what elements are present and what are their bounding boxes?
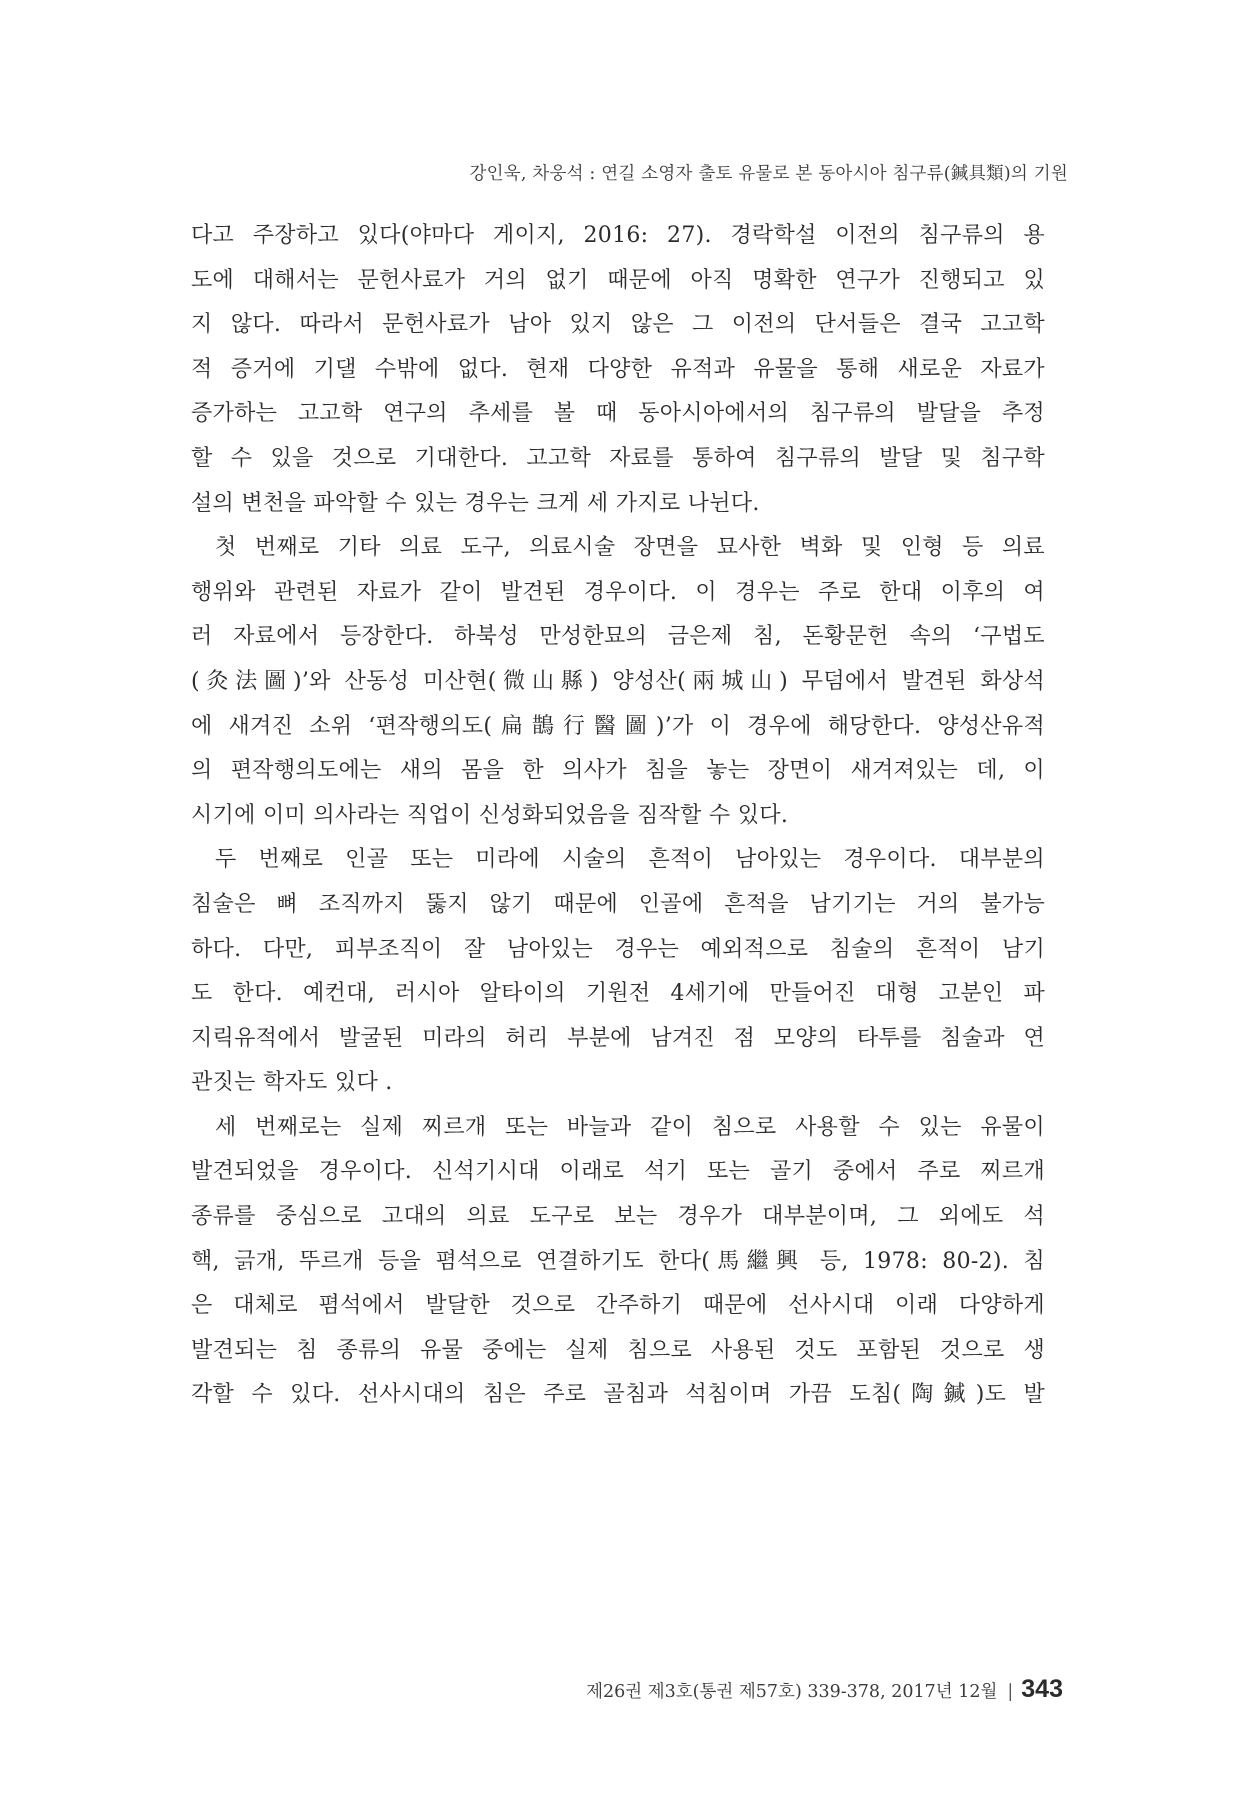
text-line: 의 편작행의도에는 새의 몸을 한 의사가 침을 놓는 장면이 새겨져있는 데, 이: [191, 758, 1045, 784]
text-line: 세 번째로는 실제 찌르개 또는 바늘과 같이 침으로 사용할 수 있는 유물이: [215, 1114, 1045, 1140]
text-line: 은 대체로 폄석에서 발달한 것으로 간주하기 때문에 선사시대 이래 다양하게: [191, 1293, 1045, 1319]
running-header: 강인욱, 차웅석 : 연길 소영자 출토 유물로 본 동아시아 침구류(鍼具類)의 기원: [469, 164, 1068, 184]
text-line: 지릭유적에서 발굴된 미라의 허리 부분에 남겨진 점 모양의 타투를 침술과 연: [191, 1025, 1045, 1051]
text-line: 발견되었을 경우이다. 신석기시대 이래로 석기 또는 골기 중에서 주로 찌르개: [191, 1159, 1045, 1185]
paragraph-1: [191, 214, 1045, 526]
text-line: 침술은 뼈 조직까지 뚫지 않기 때문에 인골에 흔적을 남기기는 거의 불가능: [191, 891, 1045, 917]
text-line: 적 증거에 기댈 수밖에 없다. 현재 다양한 유적과 유물을 통해 새로운 자료가: [191, 356, 1045, 382]
text-line: 하다. 다만, 피부조직이 잘 남아있는 경우는 예외적으로 침술의 흔적이 남기: [191, 936, 1045, 962]
text-line: 시기에 이미 의사라는 직업이 신성화되었음을 짐작할 수 있다.: [191, 802, 789, 828]
footer-separator: |: [1007, 1682, 1014, 1702]
journal-citation: 제26권 제3호(통권 제57호) 339-378, 2017년 12월: [586, 1682, 998, 1702]
text-line: (灸法圖)’와 산동성 미산현(微山縣) 양성산(兩城山) 무덤에서 발견된 화상석: [191, 668, 1045, 694]
paragraph-2: [191, 526, 1045, 838]
text-line: 관짓는 학자도 있다 .: [191, 1070, 393, 1096]
text-line: 다고 주장하고 있다(야마다 게이지, 2016: 27). 경락학설 이전의 침구류의 용: [191, 223, 1045, 248]
paragraph-4: [191, 1106, 1045, 1418]
text-line: 도 한다. 예컨대, 러시아 알타이의 기원전 4세기에 만들어진 대형 고분인 파: [191, 981, 1045, 1007]
text-line: 에 새겨진 소위 ‘편작행의도(扁鵲行醫圖)’가 이 경우에 해당한다. 양성산유적: [191, 713, 1045, 739]
text-line: 러 자료에서 등장한다. 하북성 만성한묘의 금은제 침, 돈황문헌 속의 ‘구법도: [191, 624, 1045, 650]
page-number: 343: [1021, 1675, 1063, 1703]
text-line: 두 번째로 인골 또는 미라에 시술의 흔적이 남아있는 경우이다. 대부분의: [215, 847, 1045, 873]
text-line: 첫 번째로 기타 의료 도구, 의료시술 장면을 묘사한 벽화 및 인형 등 의료: [215, 535, 1045, 561]
body-text: [191, 214, 1045, 1418]
text-line: 할 수 있을 것으로 기대한다. 고고학 자료를 통하여 침구류의 발달 및 침구학: [191, 445, 1045, 471]
text-line: 종류를 중심으로 고대의 의료 도구로 보는 경우가 대부분이며, 그 외에도 석: [191, 1204, 1045, 1230]
text-line: 핵, 긁개, 뚜르개 등을 폄석으로 연결하기도 한다(馬繼興 등, 1978: 80-2). 침: [191, 1248, 1045, 1274]
text-line: 도에 대해서는 문헌사료가 거의 없기 때문에 아직 명확한 연구가 진행되고 있: [191, 267, 1045, 293]
paragraph-3: [191, 838, 1045, 1106]
text-line: 각할 수 있다. 선사시대의 침은 주로 골침과 석침이며 가끔 도침(陶鍼)도 발: [191, 1382, 1045, 1408]
text-line: 증가하는 고고학 연구의 추세를 볼 때 동아시아에서의 침구류의 발달을 추정: [191, 401, 1045, 427]
text-line: 발견되는 침 종류의 유물 중에는 실제 침으로 사용된 것도 포함된 것으로 생: [191, 1337, 1045, 1363]
page-footer: [586, 1675, 1063, 1704]
text-line: 지 않다. 따라서 문헌사료가 남아 있지 않은 그 이전의 단서들은 결국 고고학: [191, 312, 1045, 338]
text-line: 행위와 관련된 자료가 같이 발견된 경우이다. 이 경우는 주로 한대 이후의 여: [191, 579, 1045, 605]
text-line: 설의 변천을 파악할 수 있는 경우는 크게 세 가지로 나뉜다.: [191, 490, 760, 516]
